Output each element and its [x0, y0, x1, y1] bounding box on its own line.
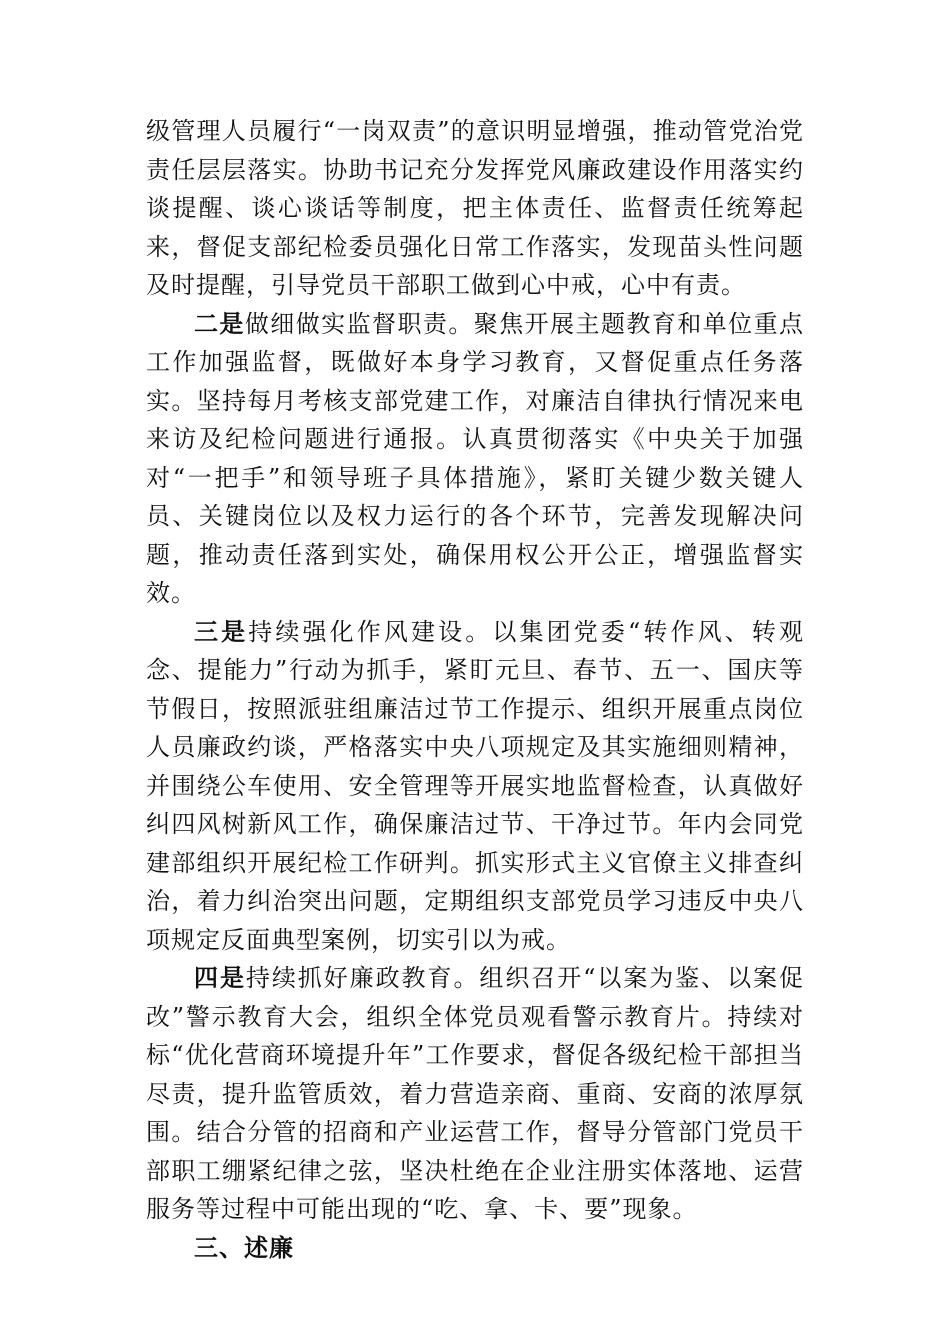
- paragraph-point-four: [146, 959, 804, 1229]
- document-body: [146, 112, 804, 1267]
- paragraph-point-three: [146, 613, 804, 960]
- paragraph-lead: 二是: [194, 309, 245, 338]
- paragraph-text: 级管理人员履行“一岗双责”的意识明显增强，推动管党治党责任层层落实。协助书记充分发挥党风廉政建设作用落实约谈提醒、谈心谈话等制度，把主体责任、监督责任统筹起来，督促支部纪检委员强化日常工作落实，发现苗头性问题及时提醒，引导党员干部职工做到心中戒，心中有责。: [146, 117, 804, 299]
- paragraph-text: 做细做实监督职责。聚焦开展主题教育和单位重点工作加强监督，既做好本身学习教育，又督促重点任务落实。坚持每月考核支部党建工作，对廉洁自律执行情况来电来访及纪检问题进行通报。认真贯彻落实《中央关于加强对“一把手”和领导班子具体措施》，紧盯关键少数关键人员、关键岗位以及权力运行的各个环节，完善发现解决问题，推动责任落到实处，确保用权公开公正，增强监督实效。: [146, 309, 805, 607]
- paragraph-point-two: [146, 305, 804, 613]
- paragraph-text: 持续抓好廉政教育。组织召开“以案为鉴、以案促改”警示教育大会，组织全体党员观看警示教育片。持续对标“优化营商环境提升年”工作要求，督促各级纪检干部担当尽责，提升监管质效，着力营造亲商、重商、安商的浓厚氛围。结合分管的招商和产业运营工作，督导分管部门党员干部职工绷紧纪律之弦，坚决杜绝在企业注册实体落地、运营服务等过程中可能出现的“吃、拿、卡、要”现象。: [146, 964, 804, 1223]
- paragraph-continuation: [146, 112, 804, 305]
- section-heading: 三、述廉: [194, 1233, 294, 1262]
- paragraph-text: 持续强化作风建设。以集团党委“转作风、转观念、提能力”行动为抓手，紧盯元旦、春节、五一、国庆等节假日，按照派驻组廉洁过节工作提示、组织开展重点岗位人员廉政约谈，严格落实中央八项规定及其实施细则精神，并围绕公车使用、安全管理等开展实地监督检查，认真做好纠四风树新风工作，确保廉洁过节、干净过节。年内会同党建部组织开展纪检工作研判。抓实形式主义官僚主义排查纠治，着力纠治突出问题，定期组织支部党员学习违反中央八项规定反面典型案例，切实引以为戒。: [146, 617, 804, 954]
- paragraph-lead: 四是: [194, 964, 246, 992]
- paragraph-lead: 三是: [194, 617, 249, 646]
